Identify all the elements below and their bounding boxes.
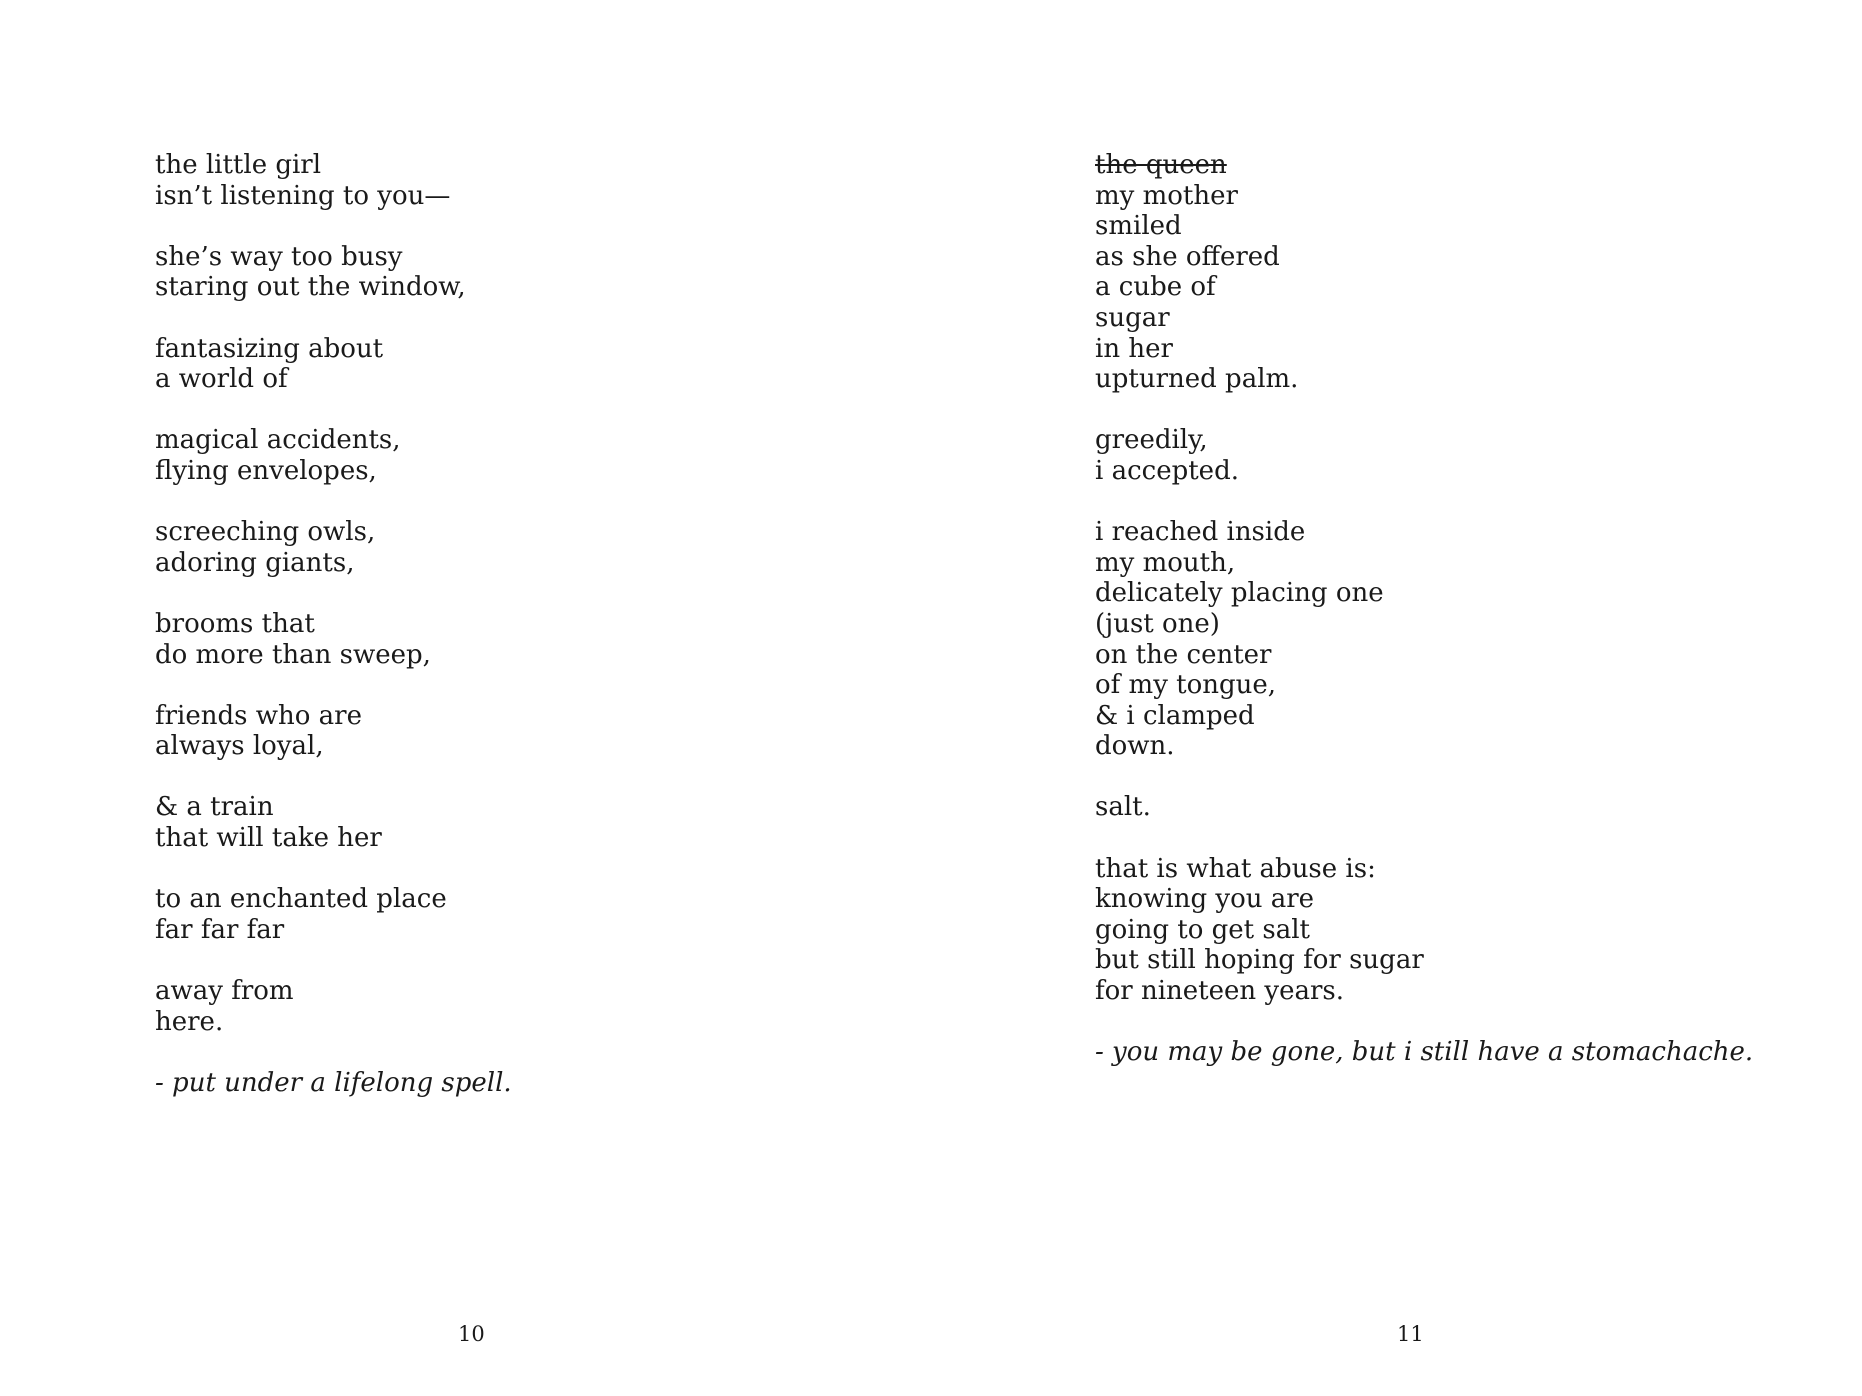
poem-line: the little girl [155,150,322,180]
poem-line: my mother [1095,180,1238,211]
stanza [155,609,512,670]
poem-line: salt. [1095,792,1151,823]
page-number: 10 [458,1322,485,1346]
poem-signoff: - you may be gone, but i still have a stomachache. [1095,1037,1754,1068]
poem-line: away from [155,976,294,1007]
poem-line: do more than sweep, [155,639,431,670]
poem-line: delicately placing one [1095,578,1384,609]
poem-line: going to get salt [1095,914,1310,945]
poem-line: adoring giants, [155,547,355,578]
poem-line: always loyal, [155,731,324,762]
poem-line: she’s way too busy [155,241,403,272]
stanza [155,334,512,395]
poem-line: that is what abuse is: [1095,853,1376,884]
poem-line: staring out the window, [155,272,466,303]
poem-line: i reached inside [1095,517,1306,548]
poem-line: far far far [155,914,285,945]
stanza [155,792,512,853]
poem-line: on the center [1095,639,1272,670]
poem-line: isn’t listening to you— [155,180,451,211]
poem-line: a cube of [1095,272,1216,303]
poem-line: fantasizing about [155,333,384,364]
stanza [155,884,512,945]
poem-line: & a train [155,792,274,823]
poem-line: upturned palm. [1095,364,1299,395]
poem-line: my mouth, [1095,547,1236,578]
stanza [155,701,512,762]
poem-line: i accepted. [1095,455,1239,486]
poem-line: for nineteen years. [1095,976,1345,1007]
poem-line: a world of [155,364,288,395]
struck-through-line: the queen [1095,150,1227,180]
poem-line: of my tongue, [1095,670,1277,701]
poem-line: greedily, [1095,425,1208,456]
poem-line: here. [155,1006,224,1037]
stanza [1095,150,1753,395]
poem-line: flying envelopes, [155,455,377,486]
stanza [155,976,512,1037]
poem-line: screeching owls, [155,517,376,548]
stanza [155,517,512,578]
stanza [155,150,512,211]
poem-line: magical accidents, [155,425,401,456]
right-poem [1095,150,1753,1068]
poem-line: down. [1095,731,1175,762]
page-number: 11 [1397,1322,1424,1346]
poem-line: & i clamped [1095,700,1255,731]
poem-line: that will take her [155,823,382,854]
poem-line: but still hoping for sugar [1095,945,1424,976]
poem-line: brooms that [155,608,315,639]
left-poem [155,150,512,1098]
poem-line: friends who are [155,700,362,731]
poem-line: in her [1095,333,1173,364]
poem-line: as she offered [1095,241,1280,272]
stanza [1095,854,1753,1007]
poem-line: knowing you are [1095,884,1315,915]
right-page [931,0,1862,1396]
stanza [1095,517,1753,762]
poem-line: to an enchanted place [155,884,447,915]
stanza [1095,792,1753,823]
poem-signoff: - put under a lifelong spell. [155,1067,512,1098]
stanza [1095,425,1753,486]
stanza [155,242,512,303]
poem-line: (just one) [1095,608,1220,639]
poem-line: sugar [1095,302,1170,333]
poem-line: smiled [1095,211,1182,242]
stanza [155,425,512,486]
